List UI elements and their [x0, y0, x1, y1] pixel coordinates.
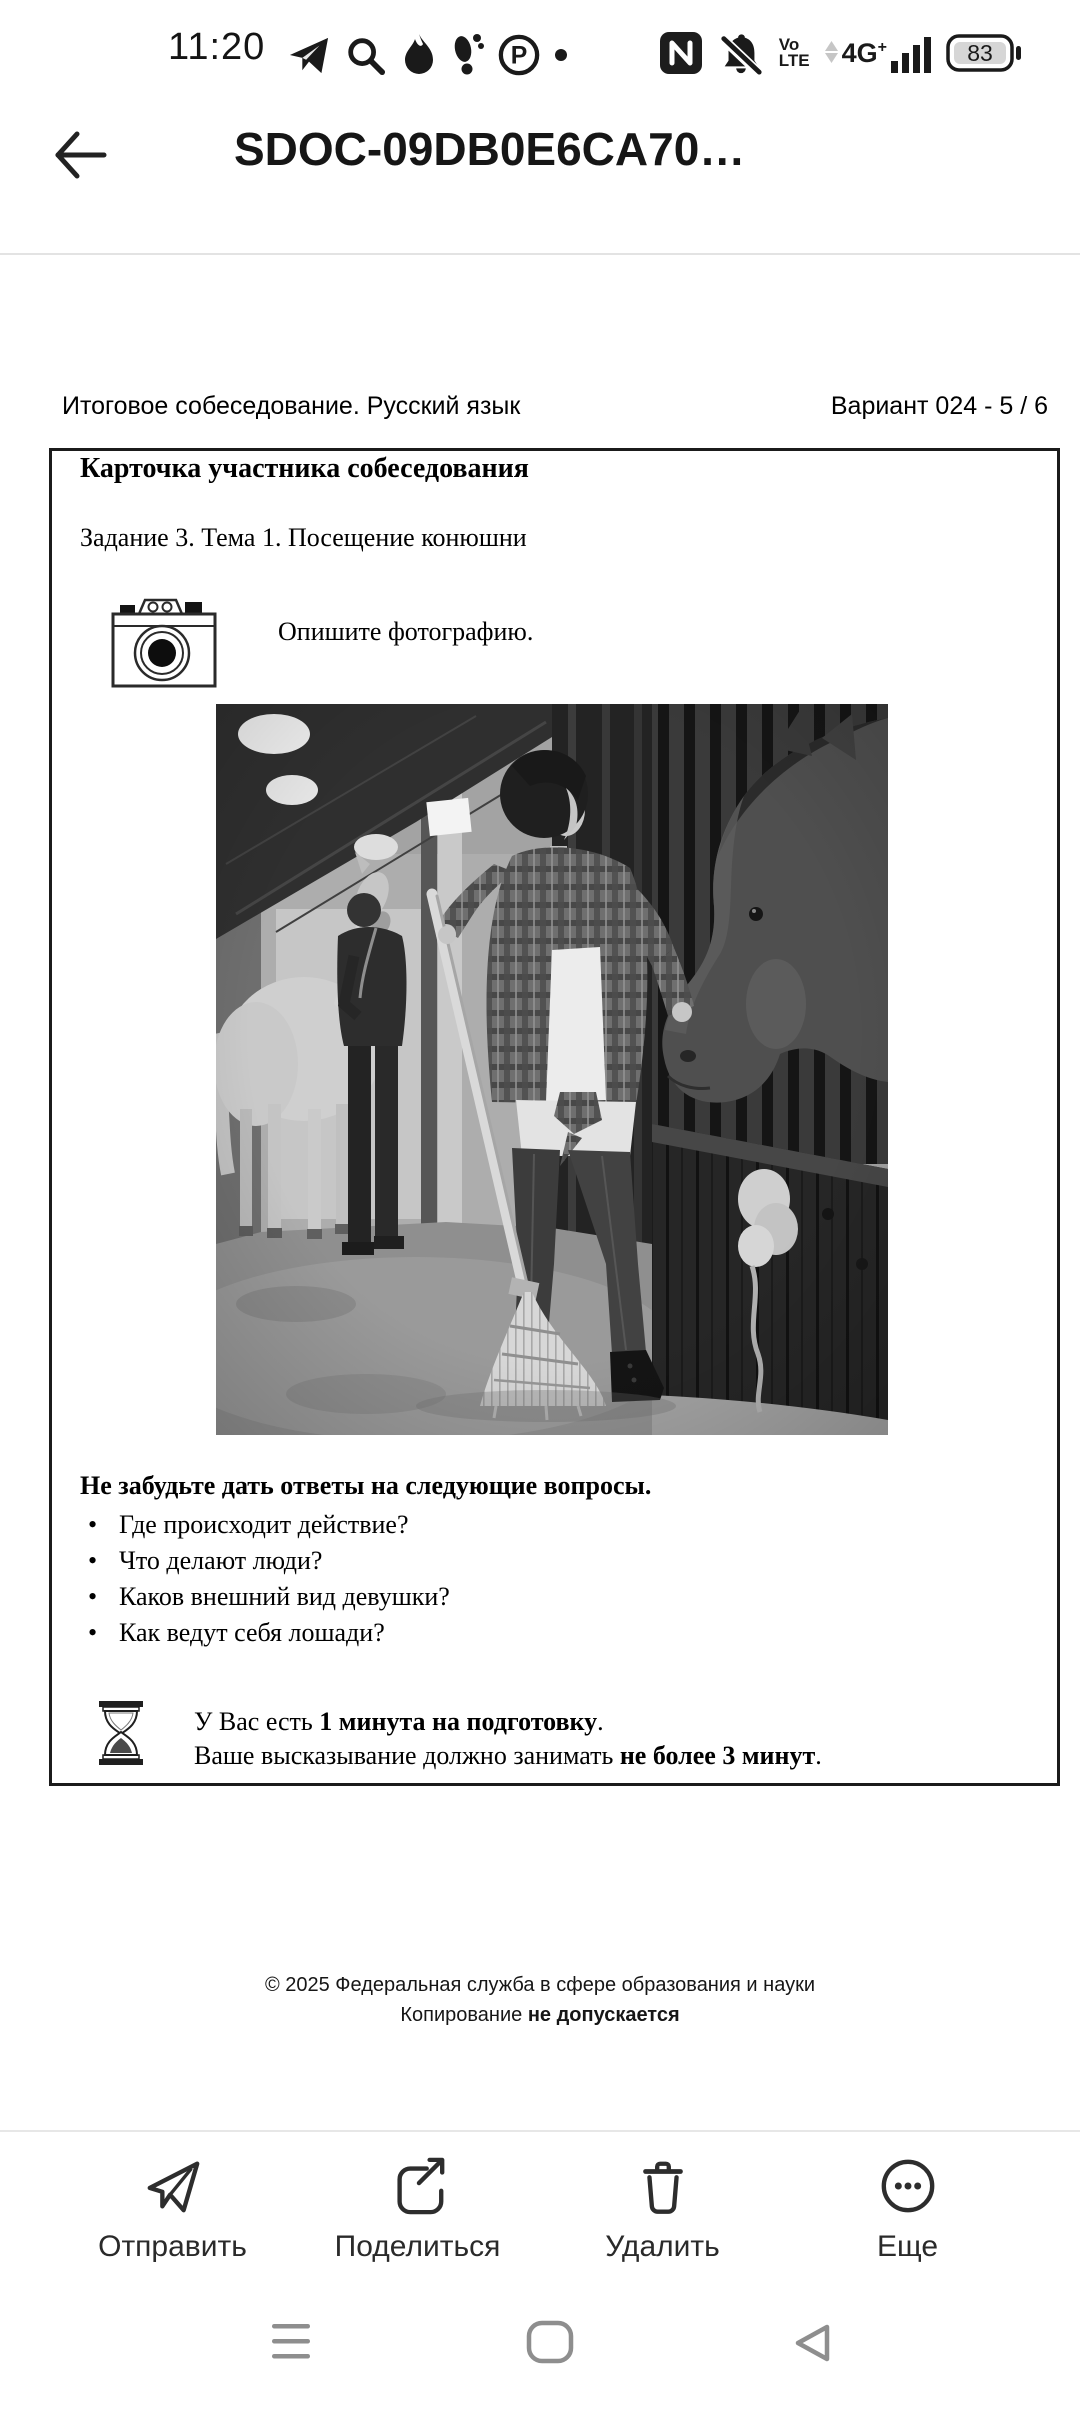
pinterest-icon — [498, 34, 540, 76]
questions-intro: Не забудьте дать ответы на следующие вопросы. — [80, 1471, 652, 1500]
send-label: Отправить — [98, 2230, 247, 2263]
search-icon — [344, 34, 386, 76]
question-item: • Как ведут себя лошади? — [52, 1615, 1057, 1651]
copyright-line: © 2025 Федеральная служба в сфере образования и науки — [264, 1974, 816, 1996]
data-arrows-icon — [825, 41, 838, 63]
back-icon — [798, 2327, 827, 2359]
document-footer — [0, 1970, 1080, 2030]
footsteps-icon — [452, 33, 484, 77]
camera-icon — [110, 597, 218, 691]
share-button[interactable] — [295, 2132, 540, 2300]
volte-indicator: Vo LTE — [778, 35, 810, 70]
back-button[interactable] — [50, 128, 110, 182]
notification-dot — [554, 48, 568, 62]
question-item: • Где происходит действие? — [52, 1507, 1057, 1543]
home-icon — [529, 2323, 571, 2361]
bell-muted-icon — [718, 30, 764, 76]
participant-card — [49, 448, 1060, 1786]
fire-icon — [400, 33, 438, 77]
page-title: SDOC-09DB0E6CA70… — [234, 123, 746, 175]
battery-icon — [946, 32, 1024, 74]
question-item: • Каков внешний вид девушки? — [52, 1579, 1057, 1615]
card-title: Карточка участника собеседования — [80, 453, 529, 484]
share-icon — [388, 2156, 448, 2216]
stable-photo — [216, 704, 888, 1435]
delete-label: Удалить — [605, 2230, 720, 2263]
send-icon — [143, 2156, 203, 2216]
system-status-icons — [659, 28, 1024, 78]
send-button[interactable] — [50, 2132, 295, 2300]
telegram-icon — [288, 34, 330, 76]
nav-back-button[interactable] — [792, 2324, 834, 2362]
task-line: Задание 3. Тема 1. Посещение конюшни — [80, 523, 527, 552]
more-button[interactable] — [785, 2132, 1030, 2300]
hourglass-icon — [96, 1701, 146, 1765]
more-icon — [878, 2156, 938, 2216]
nfc-icon — [659, 31, 703, 75]
app-header — [0, 100, 1080, 255]
copy-warning-line: Копирование не допускается — [400, 2004, 680, 2026]
recents-button[interactable] — [270, 2322, 312, 2362]
exam-title: Итоговое собеседование. Русский язык — [62, 392, 521, 420]
signal-bars-icon — [891, 35, 931, 73]
questions-list — [52, 1507, 1057, 1651]
signal-4g-plus: 4G+ — [825, 34, 931, 73]
home-button[interactable] — [526, 2320, 574, 2364]
more-label: Еще — [876, 2230, 939, 2263]
variant-page: Вариант 024 - 5 / 6 — [830, 392, 1048, 420]
delete-icon — [633, 2156, 693, 2216]
action-bar — [0, 2130, 1080, 2300]
notification-icons — [288, 32, 568, 78]
photo-instruction: Опишите фотографию. — [278, 617, 534, 646]
delete-button[interactable] — [540, 2132, 785, 2300]
status-time: 11:20 — [168, 26, 266, 68]
share-label: Поделиться — [334, 2230, 501, 2263]
recents-icon — [272, 2324, 310, 2359]
svg-text:83: 83 — [967, 40, 993, 66]
svg-text:P: P — [510, 42, 528, 70]
time-info: У Вас есть 1 минута на подготовку. Ваше высказывание должно занимать не более 3 минут. — [194, 1707, 822, 1770]
document-header-row — [62, 392, 1048, 421]
question-item: • Что делают люди? — [52, 1543, 1057, 1579]
